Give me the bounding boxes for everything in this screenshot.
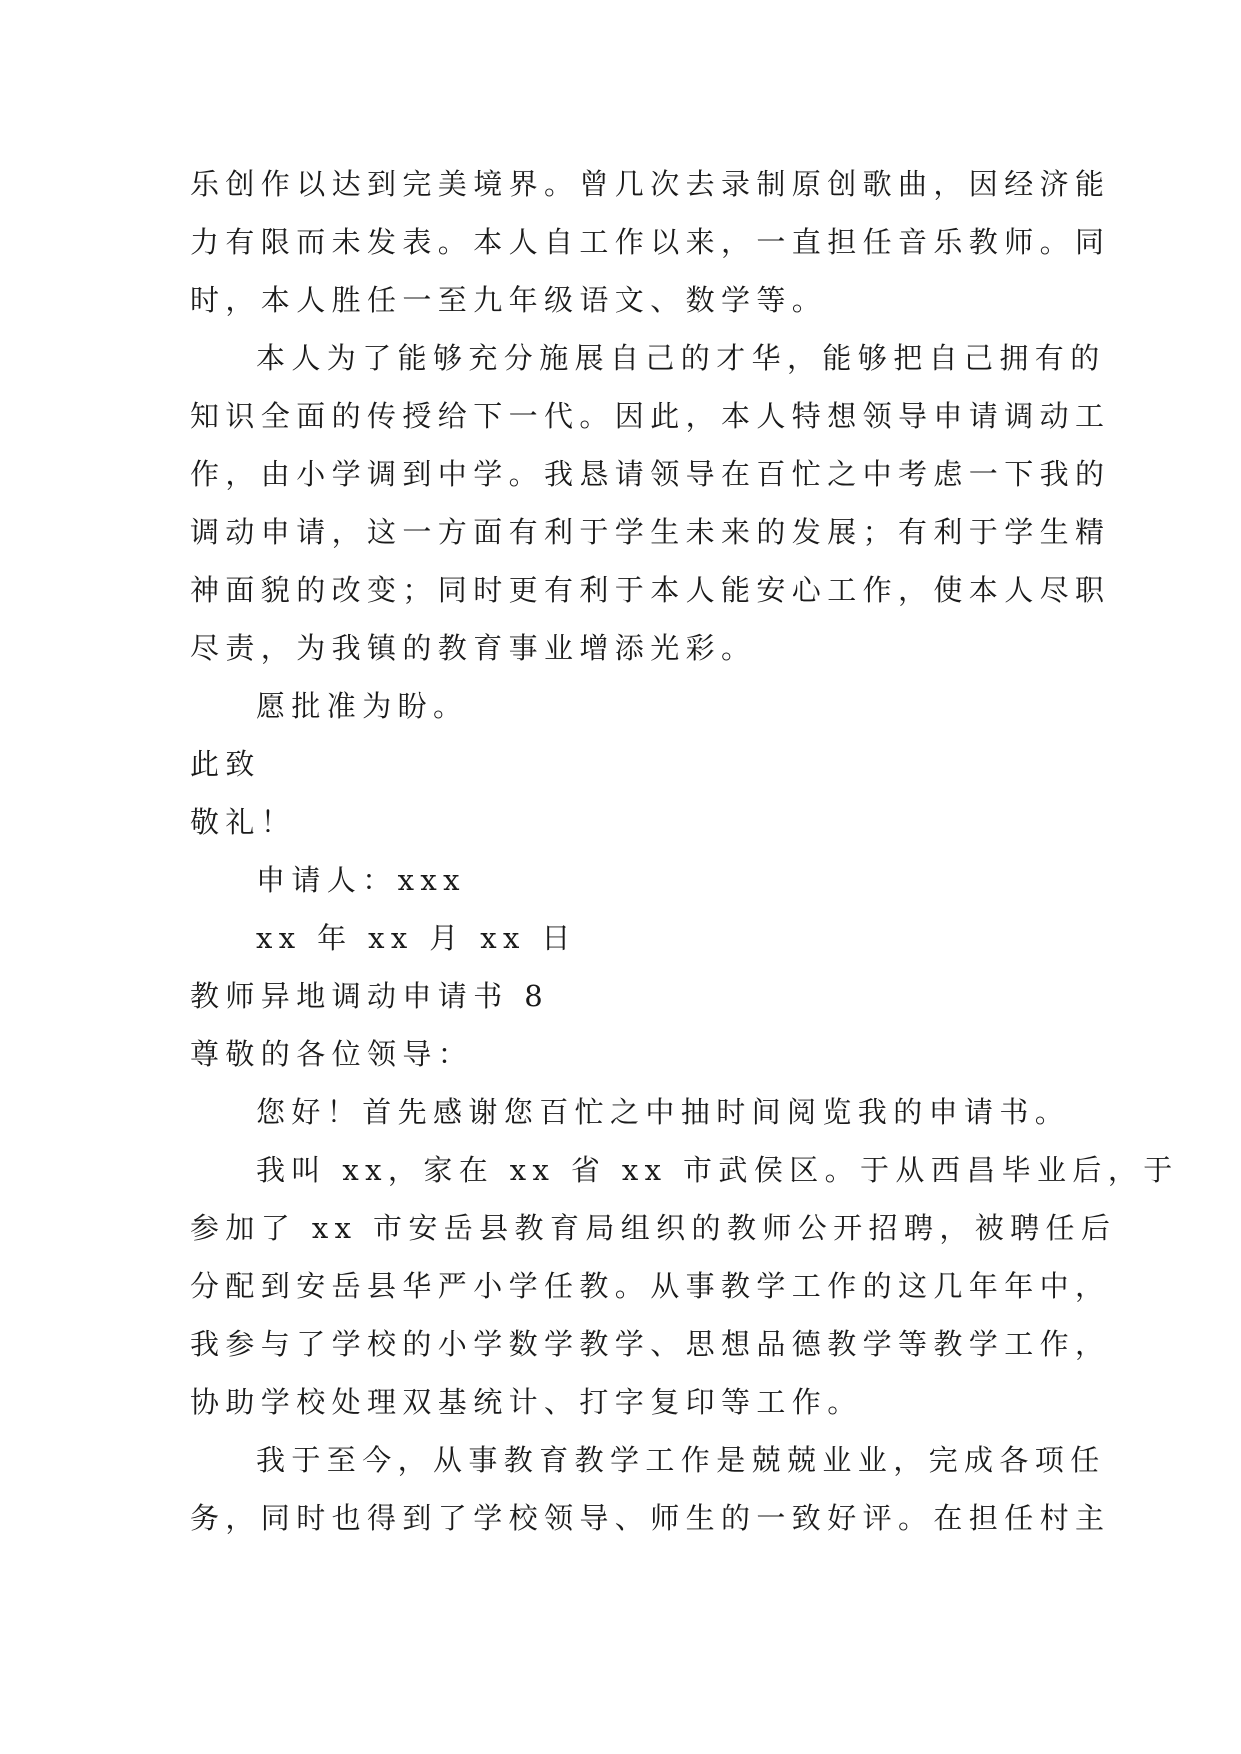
- paragraph-line: 时，本人胜任一至九年级语文、数学等。: [190, 283, 828, 317]
- paragraph-line: 神面貌的改变；同时更有利于本人能安心工作，使本人尽职: [190, 573, 1111, 607]
- paragraph-line: 分配到安岳县华严小学任教。从事教学工作的这几年年中，: [190, 1269, 1111, 1303]
- section-title: 教师异地调动申请书 8: [190, 979, 550, 1013]
- greeting-line: 尊敬的各位领导：: [190, 1037, 474, 1071]
- paragraph-line: 我于至今，从事教育教学工作是兢兢业业，完成各项任: [256, 1443, 1106, 1477]
- paragraph-line: 作，由小学调到中学。我恳请领导在百忙之中考虑一下我的: [190, 457, 1111, 491]
- paragraph-line: 知识全面的传授给下一代。因此，本人特想领导申请调动工: [190, 399, 1111, 433]
- closing-salutation: 此致: [190, 747, 261, 781]
- signature-date: xx 年 xx 月 xx 日: [256, 921, 577, 955]
- paragraph-line: 您好！首先感谢您百忙之中抽时间阅览我的申请书。: [256, 1095, 1071, 1129]
- paragraph-line: 本人为了能够充分施展自己的才华，能够把自己拥有的: [256, 341, 1106, 375]
- paragraph-line: 我参与了学校的小学数学教学、思想品德教学等教学工作，: [190, 1327, 1111, 1361]
- paragraph-line: 参加了 xx 市安岳县教育局组织的教师公开招聘，被聘任后: [190, 1211, 1117, 1245]
- closing-request: 愿批准为盼。: [256, 689, 469, 723]
- closing-regards: 敬礼！: [190, 805, 297, 839]
- paragraph-line: 调动申请，这一方面有利于学生未来的发展；有利于学生精: [190, 515, 1111, 549]
- paragraph-line: 务，同时也得到了学校领导、师生的一致好评。在担任村主: [190, 1501, 1111, 1535]
- paragraph-line: 尽责，为我镇的教育事业增添光彩。: [190, 631, 757, 665]
- paragraph-line: 乐创作以达到完美境界。曾几次去录制原创歌曲，因经济能: [190, 167, 1111, 201]
- paragraph-line: 力有限而未发表。本人自工作以来，一直担任音乐教师。同: [190, 225, 1111, 259]
- paragraph-line: 协助学校处理双基统计、打字复印等工作。: [190, 1385, 863, 1419]
- paragraph-line: 我叫 xx，家在 xx 省 xx 市武侯区。于从西昌毕业后，于: [256, 1153, 1179, 1187]
- applicant-signature: 申请人：xxx: [256, 863, 466, 897]
